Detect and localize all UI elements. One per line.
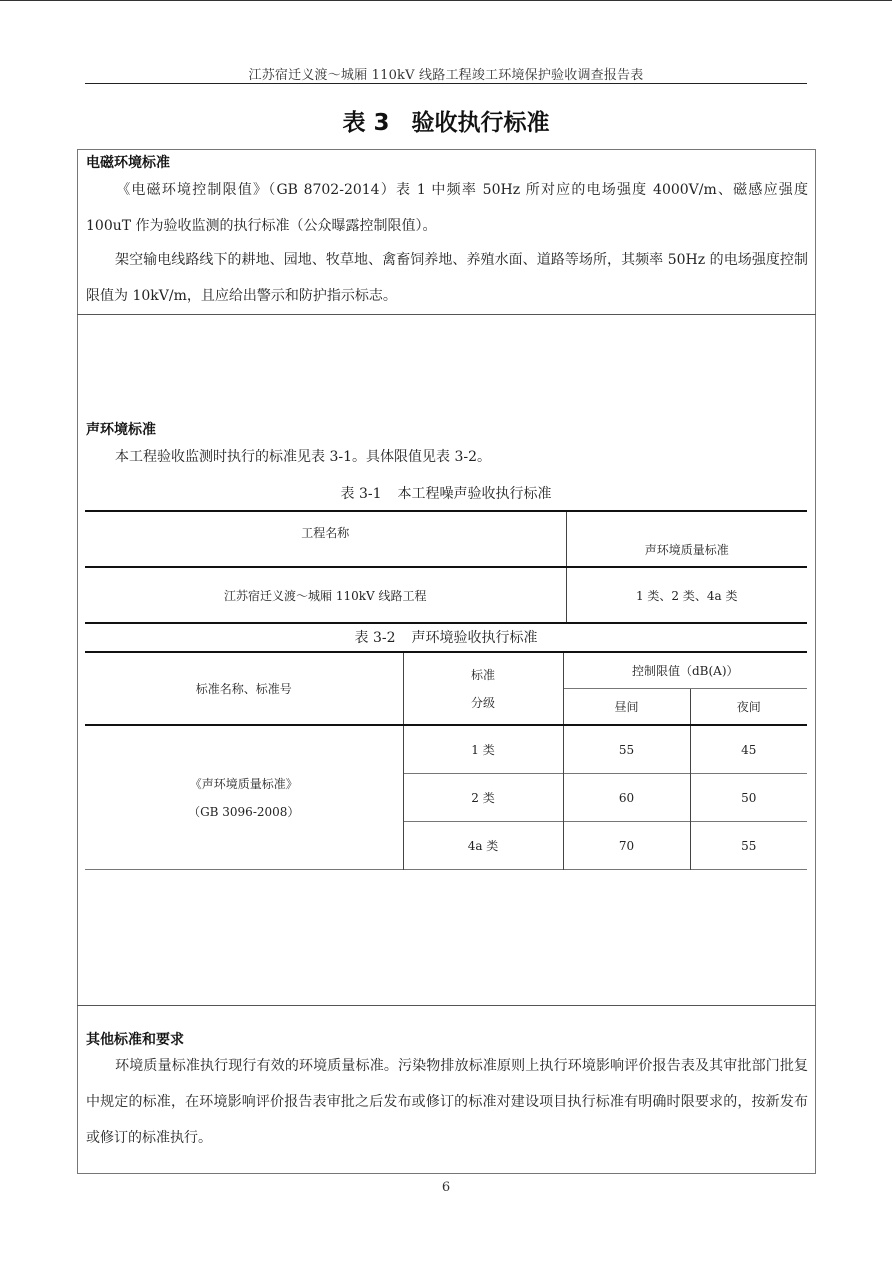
page-title-text: 验收执行标准 <box>411 110 550 136</box>
cell-grade: 2 类 <box>403 774 563 822</box>
section-divider <box>77 1005 816 1006</box>
em-section-heading: 电磁环境标准 <box>86 155 170 171</box>
header-daytime: 昼间 <box>563 689 690 726</box>
cell-night-limit: 45 <box>741 742 757 757</box>
section-divider <box>77 314 816 315</box>
header-grade-line1: 标准 <box>470 667 495 682</box>
cell-grade: 1 类 <box>403 725 563 774</box>
caption-text: 声环境验收执行标准 <box>411 630 538 646</box>
noise-section-heading: 声环境标准 <box>86 422 156 438</box>
running-header: 江苏宿迁义渡～城厢 110kV 线路工程竣工环境保护验收调查报告表 <box>248 68 644 83</box>
header-noise-standard: 声环境质量标准 <box>566 511 807 567</box>
cell-project-name: 江苏宿迁义渡～城厢 110kV 线路工程 <box>85 567 566 623</box>
table-row <box>85 725 807 774</box>
em-paragraph-2-text: 架空输电线路线下的耕地、园地、牧草地、禽畜饲养地、养殖水面、道路等场所，其频率 50Hz 的电场强度控制限值为 10kV/m，且应给出警示和防护指示标志。 <box>86 252 808 304</box>
cell-day-limit: 55 <box>563 725 690 774</box>
standard-name: 《声环境质量标准》 <box>189 776 298 791</box>
cell-night-limit: 55 <box>690 822 807 870</box>
page-title-number: 表 3 <box>342 110 390 136</box>
table-header-row <box>85 511 807 567</box>
cell-day-limit: 60 <box>563 774 690 822</box>
header-control-limit: 控制限值（dB(A)） <box>563 652 807 689</box>
cell-grade: 4a 类 <box>403 822 563 870</box>
header-nighttime: 夜间 <box>690 689 807 726</box>
header-project-name: 工程名称 <box>85 511 566 567</box>
noise-intro <box>86 439 808 475</box>
table-3-2-caption <box>85 627 807 647</box>
em-paragraph-1-text: 《电磁环境控制限值》（GB 8702-2014）表 1 中频率 50Hz 所对应的电场强度 4000V/m、磁感应强度 100uT 作为验收监测的执行标准（公众曝露控制限值）。 <box>86 182 808 234</box>
table-header-row <box>85 652 807 689</box>
table-3-1-caption <box>85 483 807 503</box>
cell-standard <box>85 725 403 870</box>
other-section-heading: 其他标准和要求 <box>86 1032 184 1048</box>
page-number: 6 <box>441 1180 451 1195</box>
page-title <box>0 104 892 137</box>
caption-number: 表 3-1 <box>340 486 382 502</box>
table-3-2 <box>85 651 807 870</box>
cell-day-limit: 70 <box>563 822 690 870</box>
em-paragraph-1 <box>86 172 808 244</box>
header-standard-name: 标准名称、标准号 <box>85 652 403 725</box>
table-3-1 <box>85 510 807 624</box>
other-paragraph <box>86 1048 808 1156</box>
header-grade <box>403 652 563 725</box>
page-top-rule <box>0 0 892 1</box>
caption-number: 表 3-2 <box>354 630 396 646</box>
table-row <box>85 567 807 623</box>
cell-noise-standard: 1 类、2 类、4a 类 <box>635 588 738 603</box>
header-grade-line2: 分级 <box>470 695 495 710</box>
cell-night-limit: 50 <box>690 774 807 822</box>
noise-intro-text: 本工程验收监测时执行的标准见表 3-1。具体限值见表 3-2。 <box>115 449 491 465</box>
em-paragraph-2 <box>86 242 808 314</box>
standard-code: （GB 3096-2008） <box>188 804 300 819</box>
header-rule <box>85 83 807 84</box>
caption-text: 本工程噪声验收执行标准 <box>397 486 552 502</box>
other-paragraph-text: 环境质量标准执行现行有效的环境质量标准。污染物排放标准原则上执行环境影响评价报告表及其审批部门批复中规定的标准，在环境影响评价报告表审批之后发布或修订的标准对建设项目执行标准有明确时限要求的，按新发布或修订的标准执行。 <box>86 1058 808 1146</box>
